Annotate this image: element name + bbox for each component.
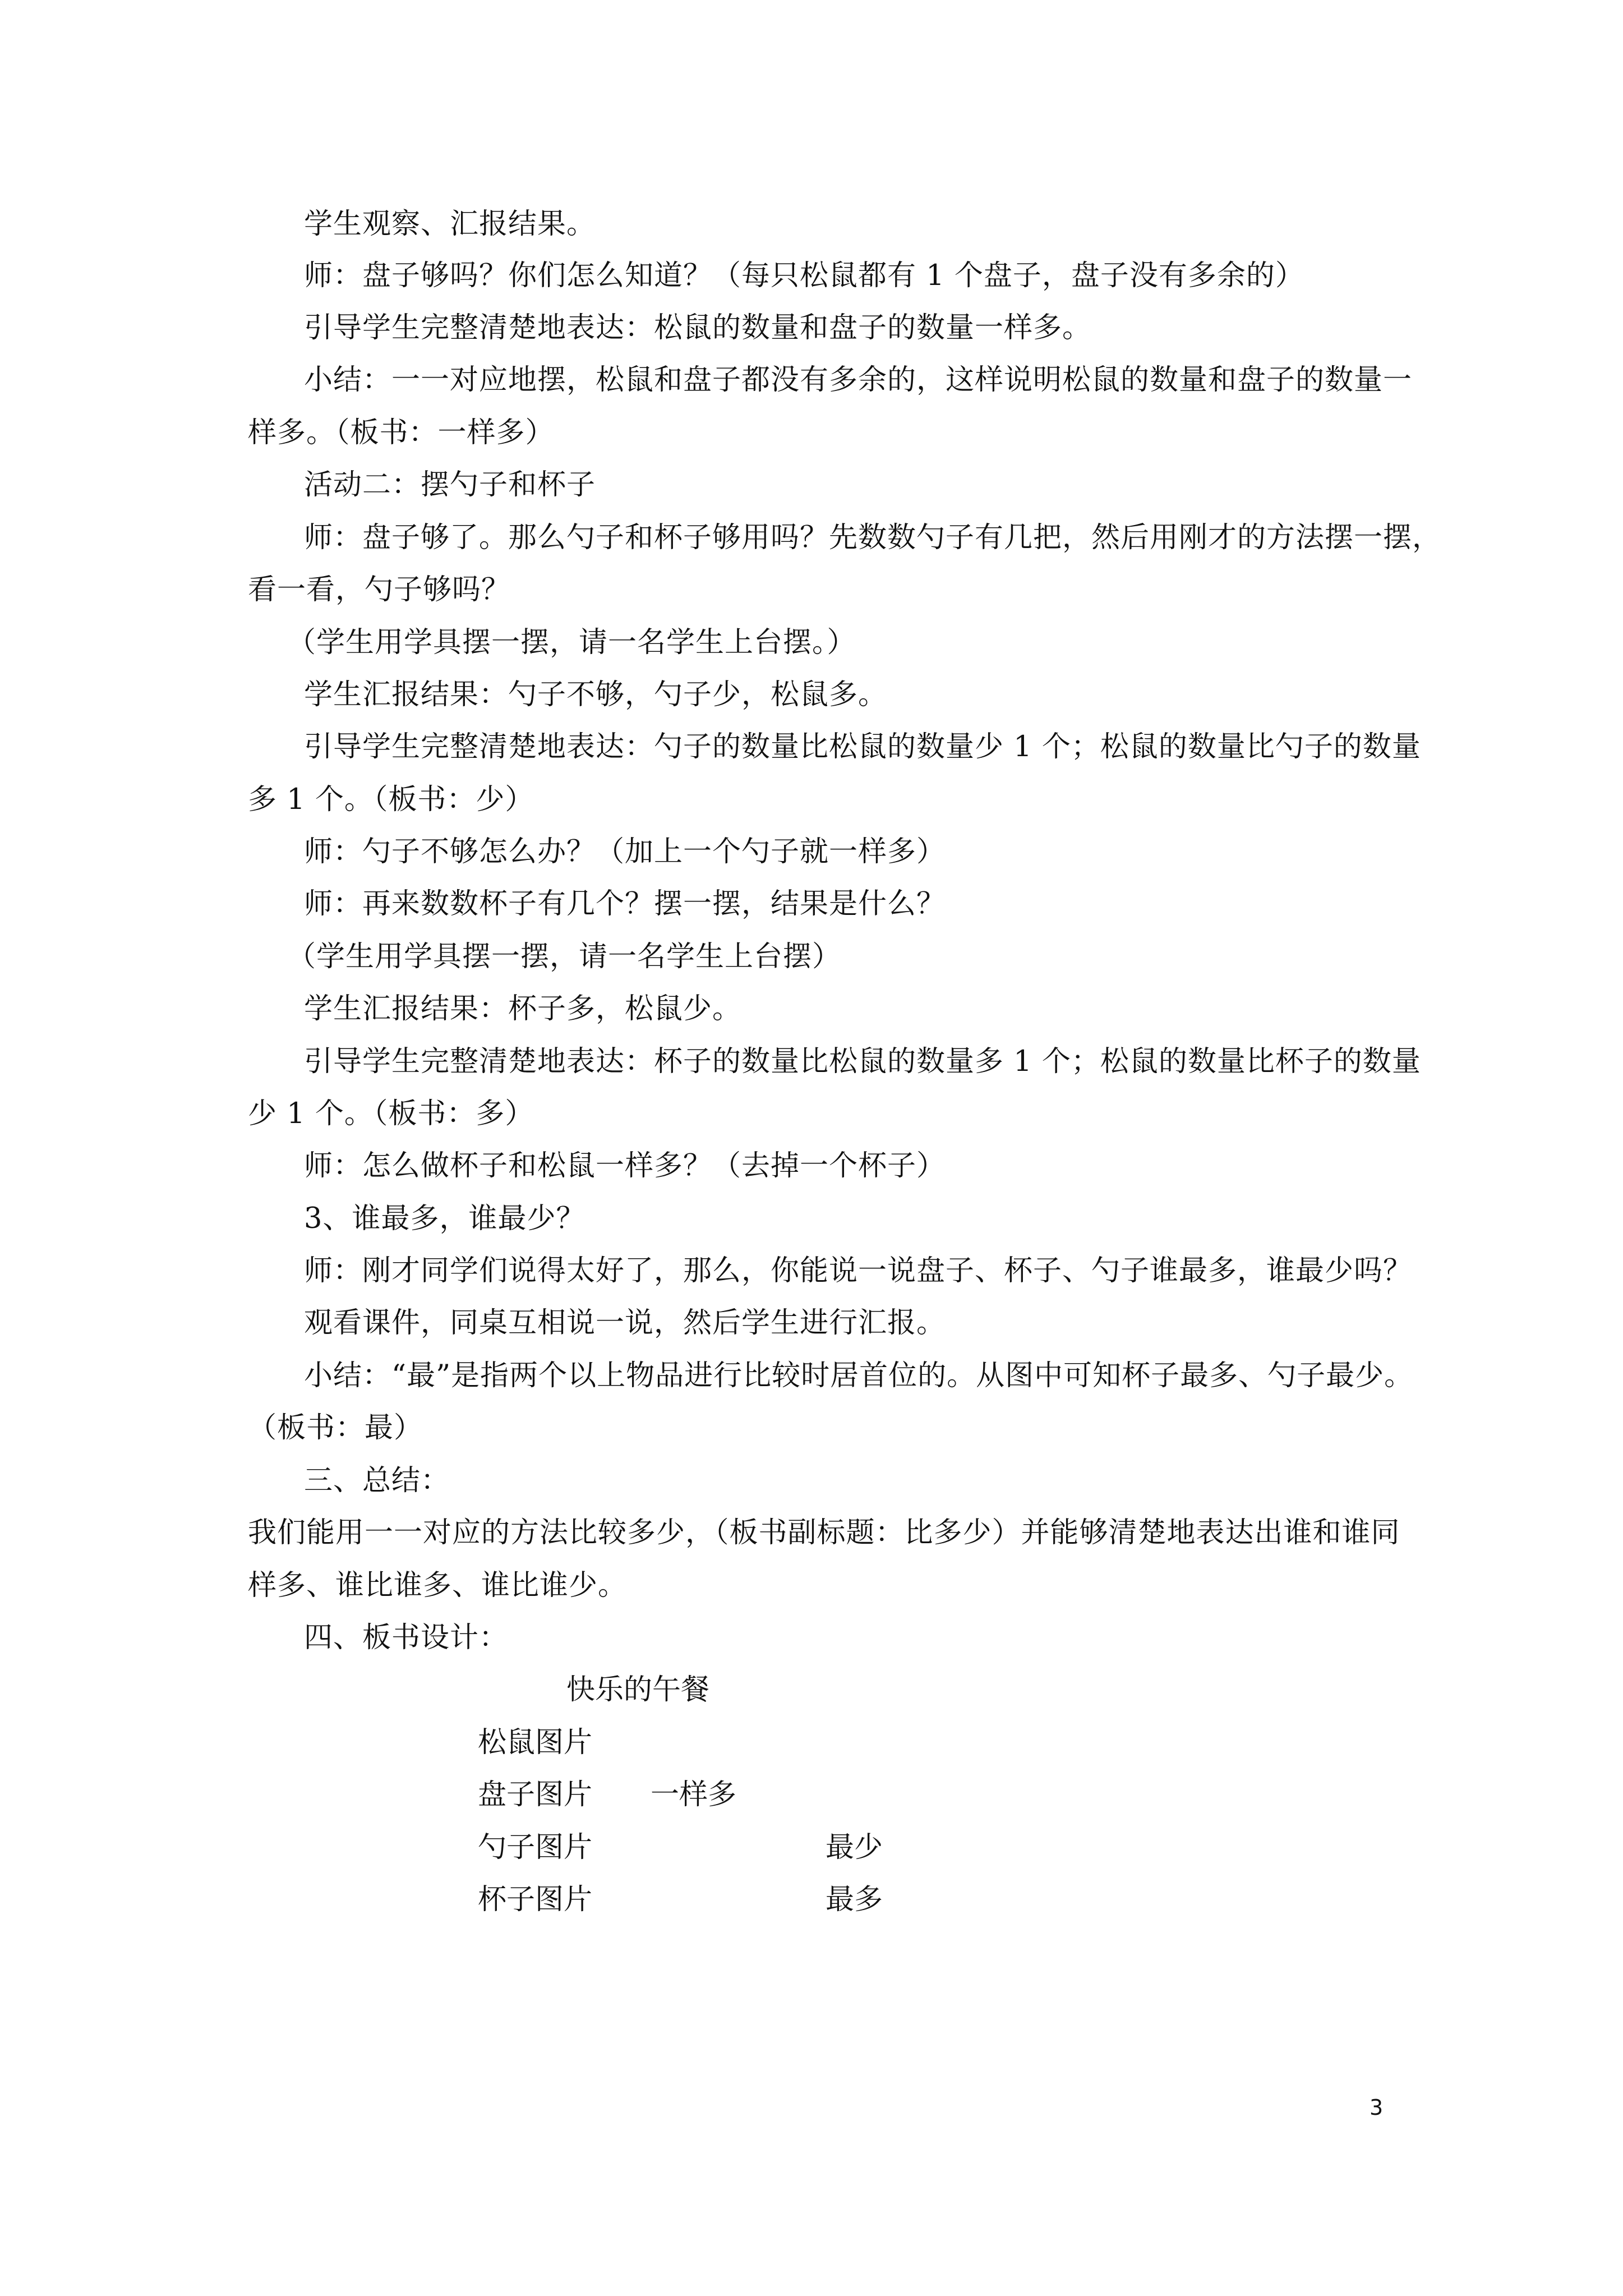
paragraph-line: 我们能用一一对应的方法比较多少，（板书副标题：比多少）并能够清楚地表达出谁和谁同	[248, 1516, 1400, 1549]
board-squirrel-label: 松鼠图片	[478, 1726, 593, 1759]
paragraph-line: （学生用学具摆一摆，请一名学生上台摆。）	[287, 626, 856, 659]
paragraph-line: 师：再来数数杯子有几个？摆一摆，结果是什么？	[304, 887, 946, 921]
board-plate-label: 盘子图片	[478, 1778, 593, 1811]
paragraph-line: 学生观察、汇报结果。	[304, 208, 596, 241]
board-least-label: 最少	[826, 1831, 883, 1864]
paragraph-line: （板书：最）	[248, 1411, 423, 1444]
paragraph-line: 学生汇报结果：杯子多，松鼠少。	[304, 992, 742, 1025]
paragraph-line: 师：勺子不够怎么办？（加上一个勺子就一样多）	[304, 835, 946, 868]
page-number: 3	[1370, 2095, 1384, 2120]
board-title: 快乐的午餐	[566, 1673, 710, 1706]
paragraph-line: 师：怎么做杯子和松鼠一样多？（去掉一个杯子）	[304, 1149, 946, 1182]
paragraph-line: 样多、谁比谁多、谁比谁少。	[248, 1569, 628, 1602]
paragraph-line: 师：刚才同学们说得太好了，那么，你能说一说盘子、杯子、勺子谁最多，谁最少吗？	[304, 1254, 1413, 1287]
section-heading: 三、总结：	[304, 1464, 450, 1497]
paragraph-line: 多 1 个。（板书：少）	[248, 783, 534, 816]
board-same-label: 一样多	[651, 1778, 737, 1811]
board-most-label: 最多	[826, 1883, 883, 1916]
paragraph-line: 引导学生完整清楚地表达：松鼠的数量和盘子的数量一样多。	[304, 311, 1092, 344]
paragraph-line: 样多。（板书：一样多）	[248, 416, 555, 449]
paragraph-line: 学生汇报结果：勺子不够，勺子少，松鼠多。	[304, 678, 888, 711]
paragraph-line: 小结：一一对应地摆，松鼠和盘子都没有多余的，这样说明松鼠的数量和盘子的数量一	[304, 364, 1413, 397]
paragraph-line: 看一看，勺子够吗？	[248, 573, 511, 606]
paragraph-line: 3、谁最多，谁最少？	[304, 1202, 585, 1235]
paragraph-line: 观看课件，同桌互相说一说，然后学生进行汇报。	[304, 1306, 946, 1340]
paragraph-line: 引导学生完整清楚地表达：勺子的数量比松鼠的数量少 1 个；松鼠的数量比勺子的数量	[304, 730, 1421, 763]
paragraph-line: 小结：“最”是指两个以上物品进行比较时居首位的。从图中可知杯子最多、勺子最少。	[304, 1359, 1414, 1392]
paragraph-line: 活动二：摆勺子和杯子	[304, 468, 596, 501]
paragraph-line: 师：盘子够了。那么勺子和杯子够用吗？先数数勺子有几把，然后用刚才的方法摆一摆，	[304, 521, 1442, 554]
paragraph-line: （学生用学具摆一摆，请一名学生上台摆）	[287, 940, 842, 973]
board-spoon-label: 勺子图片	[478, 1831, 593, 1864]
board-cup-label: 杯子图片	[478, 1883, 593, 1916]
paragraph-line: 引导学生完整清楚地表达：杯子的数量比松鼠的数量多 1 个；松鼠的数量比杯子的数量	[304, 1045, 1421, 1078]
section-heading: 四、板书设计：	[304, 1621, 509, 1654]
paragraph-line: 少 1 个。（板书：多）	[248, 1097, 534, 1130]
paragraph-line: 师：盘子够吗？你们怎么知道？（每只松鼠都有 1 个盘子，盘子没有多余的）	[304, 259, 1304, 292]
